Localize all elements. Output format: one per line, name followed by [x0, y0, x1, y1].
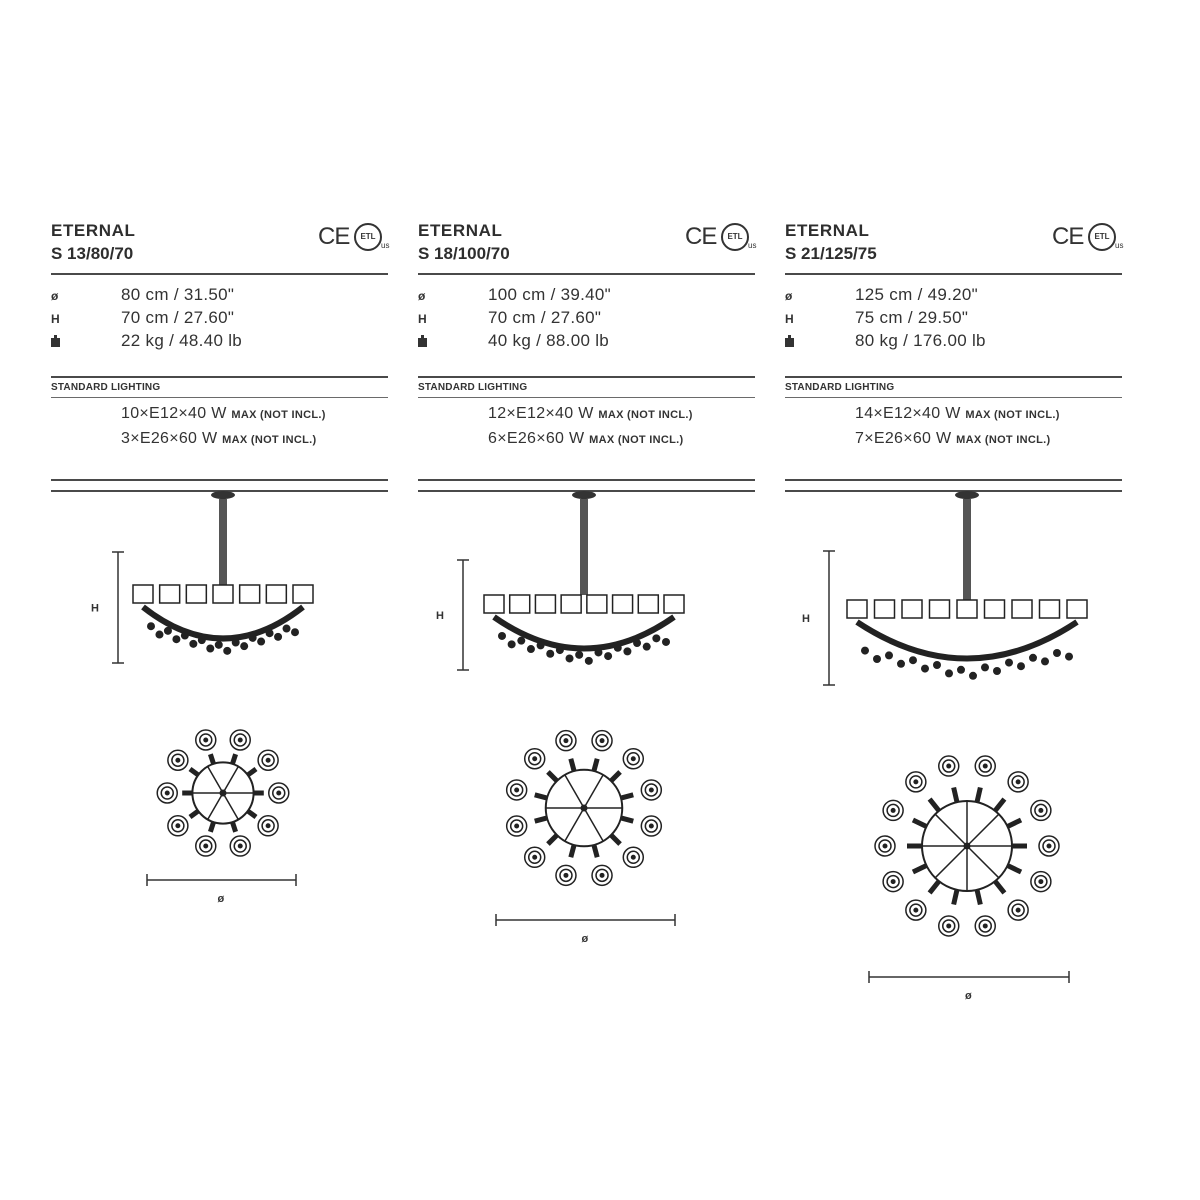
lamp-shade — [1012, 600, 1032, 618]
lamp-shade — [213, 585, 233, 603]
crystal-drop — [546, 650, 554, 658]
crystal-drop — [181, 632, 189, 640]
lamp-note: MAX (NOT INCL.) — [956, 434, 1051, 446]
crystal-drop — [1053, 649, 1061, 657]
plan-arm — [571, 845, 574, 857]
canopy — [955, 491, 979, 499]
height-dimension-label: H — [436, 610, 444, 622]
plan-bulb — [1016, 908, 1020, 912]
crystal-drop — [575, 651, 583, 659]
product-spec-column — [51, 215, 388, 1015]
plan-bulb — [277, 791, 281, 795]
plan-bulb — [533, 855, 537, 859]
crystal-drop — [249, 634, 257, 642]
lamp-shade — [1040, 600, 1060, 618]
plan-arm — [232, 754, 235, 764]
plan-arm — [1008, 820, 1022, 827]
lamp-shade — [930, 600, 950, 618]
plan-arm — [913, 820, 927, 827]
product-name: ETERNAL — [785, 221, 870, 240]
diameter-dimension-label: ø — [965, 990, 972, 1002]
plan-arm — [913, 866, 927, 873]
ce-mark-icon: CE — [1052, 223, 1084, 250]
height-symbol: H — [785, 312, 794, 326]
plan-spoke — [935, 846, 967, 878]
crystal-drop — [1017, 662, 1025, 670]
plan-bulb — [533, 757, 537, 761]
crystal-drop — [873, 655, 881, 663]
chandelier-drawing — [785, 215, 1122, 1015]
crystal-drop — [291, 628, 299, 636]
height-value: 70 cm / 27.60" — [121, 308, 235, 327]
crystal-drop — [215, 641, 223, 649]
diameter-value: 100 cm / 39.40" — [488, 285, 611, 304]
plan-bulb — [1016, 780, 1020, 784]
lamp-shade — [535, 595, 555, 613]
product-spec-column — [418, 215, 755, 1015]
plan-center — [220, 790, 226, 796]
plan-bulb — [266, 824, 270, 828]
crystal-drop — [885, 651, 893, 659]
plan-arm — [954, 890, 957, 905]
diameter-dimension-label: ø — [581, 933, 589, 945]
plan-arm — [977, 890, 980, 905]
crystal-drop — [164, 627, 172, 635]
crystal-drop — [969, 672, 977, 680]
diameter-value: 80 cm / 31.50" — [121, 285, 235, 304]
plan-bulb — [176, 824, 180, 828]
plan-bulb — [649, 824, 653, 828]
crystal-drop — [933, 661, 941, 669]
crystal-drop — [594, 648, 602, 656]
plan-arm — [571, 759, 574, 771]
crystal-drop — [274, 633, 282, 641]
plan-bulb — [947, 764, 951, 768]
stem — [580, 499, 588, 595]
crystal-drop — [155, 631, 163, 639]
product-code: S 21/125/75 — [785, 244, 877, 263]
plan-arm — [248, 769, 256, 775]
plan-arm — [535, 795, 547, 798]
plan-arm — [930, 799, 939, 811]
diameter-value: 125 cm / 49.20" — [855, 285, 978, 304]
lamp-shade — [957, 600, 977, 618]
plan-arm — [190, 811, 198, 817]
crystal-drop — [198, 636, 206, 644]
stem — [963, 499, 971, 600]
crystal-drop — [1029, 654, 1037, 662]
plan-arm — [995, 799, 1004, 811]
plan-bulb — [914, 908, 918, 912]
elevation-view — [847, 491, 1087, 680]
plan-view — [157, 730, 289, 856]
crystal-drop — [517, 637, 525, 645]
plan-arm — [210, 822, 213, 832]
plan-bulb — [204, 844, 208, 848]
plan-bulb — [631, 757, 635, 761]
stem — [219, 499, 227, 585]
height-dimension-label: H — [91, 602, 99, 615]
diameter-symbol: ø — [51, 289, 59, 303]
plan-arm — [621, 818, 633, 821]
lamp-shade — [638, 595, 658, 613]
crystal-drop — [623, 647, 631, 655]
crystal-drop — [633, 639, 641, 647]
plan-spoke — [565, 775, 584, 808]
plan-bulb — [883, 844, 887, 848]
height-dimension-label: H — [802, 613, 810, 625]
standard-lighting-label: STANDARD LIGHTING — [51, 382, 161, 393]
plan-bulb — [649, 788, 653, 792]
diameter-symbol: ø — [418, 289, 426, 303]
plan-view — [507, 731, 662, 886]
plan-bulb — [1039, 880, 1043, 884]
diameter-dimension-label: ø — [217, 893, 225, 905]
elevation-view — [484, 491, 684, 665]
lamp-note: MAX (NOT INCL.) — [231, 409, 326, 421]
height-value: 70 cm / 27.60" — [488, 308, 602, 327]
plan-arm — [930, 881, 939, 893]
plan-arm — [190, 769, 198, 775]
plan-bulb — [266, 758, 270, 762]
crystal-drop — [240, 642, 248, 650]
lamp-shade — [186, 585, 206, 603]
lamp-spec: 10×E12×40 W — [121, 405, 227, 422]
plan-bulb — [983, 764, 987, 768]
crystal-drop — [223, 647, 231, 655]
crystal-drop — [566, 654, 574, 662]
plan-arm — [232, 822, 235, 832]
plan-bulb — [238, 738, 242, 742]
crystal-drop — [498, 632, 506, 640]
lamp-spec: 6×E26×60 W — [488, 430, 585, 447]
etl-suffix-icon: us — [1115, 241, 1124, 250]
plan-arm — [954, 788, 957, 803]
plan-spoke — [584, 808, 603, 841]
plan-arm — [621, 795, 633, 798]
lamp-shade — [875, 600, 895, 618]
lamp-note: MAX (NOT INCL.) — [589, 434, 684, 446]
crystal-drop — [921, 665, 929, 673]
plan-center — [581, 805, 587, 811]
plan-arm — [995, 881, 1004, 893]
plan-bulb — [204, 738, 208, 742]
etl-mark-icon: ETL — [721, 223, 749, 251]
lamp-shade — [664, 595, 684, 613]
crystal-drop — [189, 640, 197, 648]
plan-arm — [594, 845, 597, 857]
plan-arm — [611, 835, 620, 844]
ce-mark-icon: CE — [318, 223, 350, 250]
crystal-drop — [957, 666, 965, 674]
chandelier-drawing — [51, 215, 388, 1015]
crystal-drop — [232, 639, 240, 647]
plan-bulb — [564, 739, 568, 743]
plan-bulb — [914, 780, 918, 784]
crystal-drop — [537, 641, 545, 649]
crystal-drop — [614, 644, 622, 652]
etl-mark-icon: ETL — [1088, 223, 1116, 251]
lamp-shade — [561, 595, 581, 613]
plan-spoke — [208, 793, 223, 820]
plan-bulb — [891, 880, 895, 884]
plan-arm — [210, 754, 213, 764]
crystal-drop — [1005, 659, 1013, 667]
crystal-drop — [257, 638, 265, 646]
crystal-drop — [861, 647, 869, 655]
lamp-note: MAX (NOT INCL.) — [965, 409, 1060, 421]
crystal-drop — [147, 622, 155, 630]
crystal-drop — [981, 663, 989, 671]
height-symbol: H — [418, 312, 427, 326]
crystal-drop — [1065, 653, 1073, 661]
product-name: ETERNAL — [418, 221, 503, 240]
crystal-drop — [283, 625, 291, 633]
crystal-drop — [266, 629, 274, 637]
plan-bulb — [176, 758, 180, 762]
plan-spoke — [223, 766, 238, 793]
height-value: 75 cm / 29.50" — [855, 308, 969, 327]
crystal-drop — [909, 656, 917, 664]
plan-center — [964, 843, 970, 849]
standard-lighting-label: STANDARD LIGHTING — [418, 382, 528, 393]
weight-value: 40 kg / 88.00 lb — [488, 331, 610, 350]
plan-bulb — [515, 824, 519, 828]
plan-view — [875, 756, 1059, 936]
plan-spoke — [565, 808, 584, 841]
lamp-shade — [613, 595, 633, 613]
etl-suffix-icon: us — [381, 241, 390, 250]
crystal-drop — [585, 657, 593, 665]
lamp-spec: 7×E26×60 W — [855, 430, 952, 447]
lamp-shade — [1067, 600, 1087, 618]
plan-arm — [594, 759, 597, 771]
standard-lighting-label: STANDARD LIGHTING — [785, 382, 895, 393]
weight-value: 22 kg / 48.40 lb — [121, 331, 243, 350]
lamp-shade — [266, 585, 286, 603]
plan-bulb — [983, 924, 987, 928]
canopy — [572, 491, 596, 499]
lamp-shade — [985, 600, 1005, 618]
plan-arm — [535, 818, 547, 821]
lamp-shade — [240, 585, 260, 603]
plan-spoke — [208, 766, 223, 793]
lamp-shade — [133, 585, 153, 603]
plan-bulb — [600, 873, 604, 877]
product-name: ETERNAL — [51, 221, 136, 240]
plan-arm — [548, 772, 557, 781]
etl-suffix-icon: us — [748, 241, 757, 250]
canopy — [211, 491, 235, 499]
height-symbol: H — [51, 312, 60, 326]
plan-spoke — [967, 846, 999, 878]
etl-mark-icon: ETL — [354, 223, 382, 251]
plan-bulb — [1039, 808, 1043, 812]
crystal-drop — [652, 634, 660, 642]
lamp-spec: 12×E12×40 W — [488, 405, 594, 422]
plan-bulb — [891, 808, 895, 812]
crystal-drop — [604, 652, 612, 660]
plan-bulb — [515, 788, 519, 792]
lamp-note: MAX (NOT INCL.) — [598, 409, 693, 421]
crystal-drop — [172, 635, 180, 643]
lamp-shade — [510, 595, 530, 613]
plan-bulb — [947, 924, 951, 928]
lamp-shade — [902, 600, 922, 618]
crystal-drop — [993, 667, 1001, 675]
crystal-drop — [1041, 657, 1049, 665]
plan-bulb — [564, 873, 568, 877]
elevation-view — [133, 491, 313, 655]
plan-bulb — [238, 844, 242, 848]
plan-arm — [548, 835, 557, 844]
crystal-drop — [206, 645, 214, 653]
lamp-shade — [160, 585, 180, 603]
lamp-shade — [587, 595, 607, 613]
lamp-shade — [484, 595, 504, 613]
plan-bulb — [1047, 844, 1051, 848]
ce-mark-icon: CE — [685, 223, 717, 250]
lamp-shade — [847, 600, 867, 618]
plan-spoke — [584, 775, 603, 808]
lamp-note: MAX (NOT INCL.) — [222, 434, 317, 446]
plan-arm — [977, 788, 980, 803]
lamp-spec: 14×E12×40 W — [855, 405, 961, 422]
weight-value: 80 kg / 176.00 lb — [855, 331, 986, 350]
chandelier-drawing — [418, 215, 755, 1015]
plan-spoke — [935, 814, 967, 846]
plan-arm — [248, 811, 256, 817]
lamp-shade — [293, 585, 313, 603]
plan-bulb — [600, 739, 604, 743]
crystal-drop — [945, 669, 953, 677]
plan-arm — [611, 772, 620, 781]
crystal-drop — [662, 638, 670, 646]
crystal-drop — [643, 643, 651, 651]
diameter-symbol: ø — [785, 289, 793, 303]
crystal-drop — [508, 640, 516, 648]
product-spec-column — [785, 215, 1122, 1015]
crystal-drop — [556, 646, 564, 654]
product-code: S 13/80/70 — [51, 244, 134, 263]
lamp-spec: 3×E26×60 W — [121, 430, 218, 447]
crystal-drop — [897, 660, 905, 668]
plan-bulb — [165, 791, 169, 795]
product-code: S 18/100/70 — [418, 244, 510, 263]
plan-arm — [1008, 866, 1022, 873]
plan-spoke — [967, 814, 999, 846]
plan-spoke — [223, 793, 238, 820]
plan-bulb — [631, 855, 635, 859]
crystal-drop — [527, 645, 535, 653]
